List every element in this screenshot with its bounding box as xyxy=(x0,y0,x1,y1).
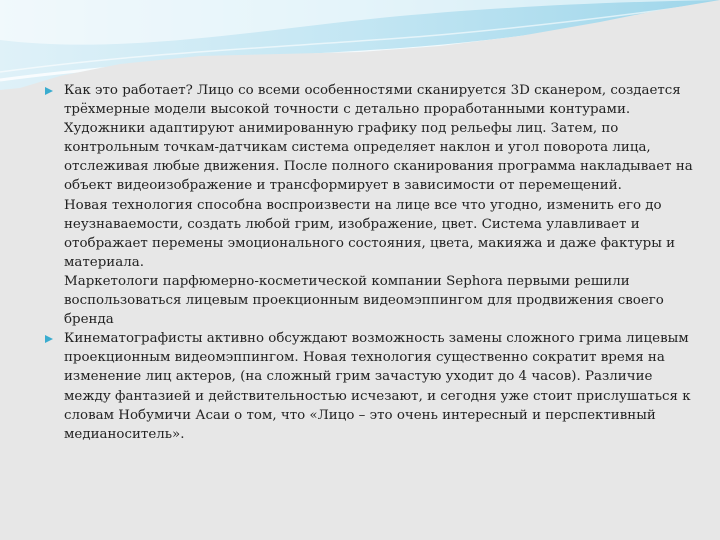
paragraph-marketing: Маркетологи парфюмерно-косметической компании Sephora первыми решили воспользоваться лицевым проекционным видеомэппингом для продвижения своего бренда xyxy=(64,273,664,328)
bullet-text xyxy=(64,81,695,329)
bullet-item-how-it-works xyxy=(45,81,695,329)
paragraph-scanning: Как это работает? Лицо со всеми особенностями сканируется 3D сканером, создается трёхмерные модели высокой точности с детально проработанными контурами. Художники адаптируют анимированную графику под рельефы лиц. Затем, по контрольным точкам-датчикам система определяет наклон и угол поворота лица, отслеживая любые движения. После полного сканирования программа накладывает на объект видеоизображение и трансформирует в зависимости от перемещений. xyxy=(64,83,693,194)
bullet-arrow-icon xyxy=(45,87,53,95)
paragraph-cinema: Кинематографисты активно обсуждают возможность замены сложного грима лицевым проекционным видеомэппингом. Новая технология существенно сократит время на изменение лиц актеров, (на сложный грим зачастую уходит до 4 часов). Различие между фантазией и действительностью исчезают, и сегодня уже стоит прислушаться к словам Нобумичи Асаи о том, что «Лицо – это очень интересный и перспективный медианоситель». xyxy=(64,331,691,442)
slide-content xyxy=(45,81,695,444)
paragraph-technology: Новая технология способна воспроизвести на лице все что угодно, изменить его до неузнаваемости, создать любой грим, изображение, цвет. Система улавливает и отображает перемены эмоционального состояния, цвета, макияжа и даже фактуры и материала. xyxy=(64,197,676,270)
bullet-arrow-icon xyxy=(45,335,53,343)
bullet-text xyxy=(64,329,695,444)
bullet-item-cinema xyxy=(45,329,695,444)
